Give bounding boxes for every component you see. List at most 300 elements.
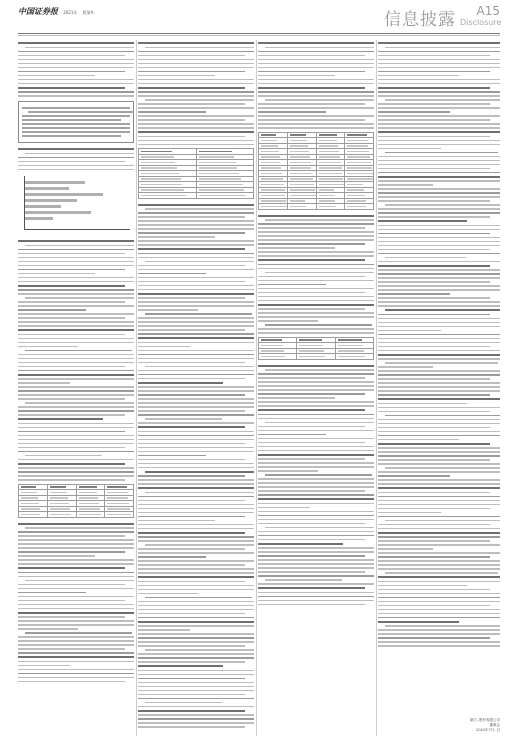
- text-line: [138, 443, 245, 445]
- text-line: [378, 208, 500, 210]
- text-line: [138, 42, 254, 44]
- text-line: [18, 612, 134, 614]
- text-line: [258, 215, 374, 217]
- text-line: [378, 188, 500, 190]
- text-line: [378, 427, 490, 429]
- text-line: [265, 219, 374, 221]
- text-line: [138, 87, 245, 89]
- text-line: [138, 455, 206, 457]
- text-line: [258, 51, 374, 53]
- table-row: [139, 193, 254, 199]
- text-line: [378, 107, 500, 109]
- text-line: [138, 629, 190, 631]
- text-line: [378, 471, 500, 473]
- text-line: [18, 382, 70, 384]
- text-line: [145, 99, 254, 101]
- text-line: [18, 394, 134, 396]
- text-line: [138, 726, 245, 728]
- text-line: [258, 450, 374, 452]
- text-line: [18, 398, 125, 400]
- text-line: [18, 42, 134, 44]
- header-rule-thin: [18, 35, 500, 36]
- text-line: [378, 249, 490, 251]
- text-line: [18, 584, 125, 586]
- text-line: [378, 641, 500, 643]
- text-line: [18, 59, 134, 61]
- text-line: [138, 140, 254, 142]
- text-line: [138, 394, 245, 396]
- text-line: [258, 247, 335, 249]
- text-line: [258, 127, 374, 129]
- text-line: [18, 354, 134, 356]
- text-line: [138, 59, 254, 61]
- text-line: [18, 63, 134, 65]
- text-line: [378, 451, 500, 453]
- text-line: [18, 523, 134, 525]
- text-line: [25, 455, 102, 457]
- text-line: [138, 382, 223, 384]
- text-line: [378, 176, 500, 178]
- text-line: [18, 71, 125, 73]
- text-line: [138, 216, 245, 218]
- text-line: [378, 528, 500, 530]
- text-line: [378, 253, 500, 255]
- text-line: [138, 63, 254, 65]
- text-line: [378, 196, 500, 198]
- text-line: [18, 161, 125, 163]
- text-line: [258, 123, 374, 125]
- company-name: 浙江..股份有限公司: [469, 718, 500, 722]
- text-line: [138, 463, 254, 465]
- text-line: [25, 297, 134, 299]
- text-line: [18, 547, 134, 549]
- text-line: [138, 447, 254, 449]
- text-line: [138, 224, 254, 226]
- text-line: [385, 257, 466, 259]
- text-line: [258, 535, 374, 537]
- text-line: [378, 216, 490, 218]
- text-line: [18, 418, 103, 420]
- text-line: [378, 79, 500, 81]
- body-text-block: [258, 365, 374, 606]
- text-line: [138, 325, 254, 327]
- text-line: [378, 617, 500, 619]
- text-line: [378, 386, 500, 388]
- text-line: [138, 55, 245, 57]
- text-line: [22, 127, 130, 129]
- figure-chart: [18, 173, 134, 235]
- text-line: [18, 451, 134, 453]
- text-line: [138, 305, 254, 307]
- text-line: [138, 576, 254, 578]
- text-line: [378, 148, 441, 150]
- text-line: [385, 204, 500, 206]
- text-line: [138, 585, 254, 587]
- text-line: [18, 600, 125, 602]
- text-line: [258, 503, 374, 505]
- text-line: [138, 613, 245, 615]
- text-line: [378, 516, 500, 518]
- text-line: [258, 381, 374, 383]
- text-line: [138, 236, 215, 238]
- text-line: [138, 386, 254, 388]
- text-line: [18, 261, 134, 263]
- text-line: [138, 710, 245, 712]
- text-line: [258, 63, 374, 65]
- text-line: [138, 337, 254, 339]
- text-line: [258, 87, 365, 89]
- text-line: [138, 467, 254, 469]
- text-line: [378, 322, 500, 324]
- text-line: [378, 95, 500, 97]
- text-line: [378, 463, 500, 465]
- text-line: [378, 103, 490, 105]
- text-line: [138, 374, 254, 376]
- text-line: [258, 115, 374, 117]
- text-line: [378, 544, 500, 546]
- text-line: [138, 350, 254, 352]
- text-line: [378, 342, 500, 344]
- text-line: [18, 681, 125, 683]
- section-title: 信息披露: [384, 10, 456, 30]
- text-line: [138, 496, 254, 498]
- text-line: [145, 261, 254, 263]
- text-line: [258, 304, 374, 306]
- text-line: [138, 127, 254, 129]
- text-line: [385, 520, 500, 522]
- text-line: [145, 366, 254, 368]
- body-text-block: [258, 42, 374, 129]
- text-line: [378, 172, 500, 174]
- text-line: [378, 508, 490, 510]
- text-line: [18, 87, 125, 89]
- text-line: [378, 326, 500, 328]
- text-line: [18, 313, 134, 315]
- text-line: [25, 527, 134, 529]
- text-line: [138, 556, 206, 558]
- text-line: [258, 519, 374, 521]
- text-line: [258, 409, 365, 411]
- text-line: [378, 200, 490, 202]
- text-line: [138, 285, 254, 287]
- text-line: [138, 516, 245, 518]
- text-line: [378, 241, 500, 243]
- body-text-block: [138, 42, 254, 145]
- text-line: [378, 140, 500, 142]
- signature-block: [378, 718, 500, 733]
- text-line: [138, 617, 254, 619]
- text-line: [385, 572, 497, 574]
- text-line: [378, 180, 500, 182]
- text-line: [378, 350, 500, 352]
- text-line: [378, 403, 467, 405]
- text-line: [18, 439, 134, 441]
- text-line: [25, 47, 134, 49]
- text-line: [25, 350, 132, 352]
- text-line: [258, 511, 374, 513]
- text-line: [18, 273, 95, 275]
- text-line: [258, 119, 365, 121]
- text-line: [18, 83, 134, 85]
- text-line: [258, 462, 374, 464]
- text-line: [258, 107, 374, 109]
- text-line: [258, 430, 374, 432]
- text-line: [138, 439, 254, 441]
- text-line: [138, 277, 254, 279]
- text-line: [385, 467, 500, 469]
- text-line: [138, 119, 245, 121]
- text-line: [18, 75, 95, 77]
- text-line: [138, 378, 245, 380]
- text-line: [138, 706, 254, 708]
- text-line: [258, 300, 374, 302]
- text-line: [18, 443, 134, 445]
- text-line: [378, 354, 500, 356]
- text-line: [378, 237, 500, 239]
- table-cell: [335, 354, 373, 360]
- text-line: [258, 373, 374, 375]
- text-line: [378, 111, 450, 113]
- text-line: [145, 208, 254, 210]
- text-line: [265, 272, 374, 274]
- text-line: [378, 131, 500, 133]
- text-line: [18, 91, 134, 93]
- text-line: [18, 366, 125, 368]
- notice-box: [18, 101, 134, 144]
- text-line: [138, 317, 254, 319]
- text-line: [378, 455, 500, 457]
- text-line: [25, 402, 134, 404]
- text-line: [138, 232, 245, 234]
- text-line: [378, 136, 490, 138]
- text-line: [18, 309, 86, 311]
- text-line: [258, 55, 365, 57]
- text-line: [138, 265, 245, 267]
- article-column-2: [138, 40, 254, 740]
- text-line: [18, 95, 134, 97]
- data-table: [18, 484, 134, 518]
- text-line: [138, 678, 245, 680]
- text-line: [258, 280, 374, 282]
- text-line: [138, 240, 254, 242]
- text-line: [378, 536, 500, 538]
- text-line: [138, 431, 254, 433]
- text-line: [138, 641, 254, 643]
- text-line: [22, 123, 130, 125]
- article-column-3: [258, 40, 374, 740]
- text-line: [18, 539, 134, 541]
- text-line: [138, 83, 254, 85]
- text-line: [378, 156, 500, 158]
- text-line: [18, 390, 134, 392]
- text-line: [138, 248, 245, 250]
- text-line: [138, 297, 245, 299]
- text-line: [385, 152, 497, 154]
- text-line: [378, 492, 490, 494]
- text-line: [138, 593, 198, 595]
- text-line: [145, 313, 252, 315]
- text-line: [138, 682, 254, 684]
- text-line: [265, 99, 374, 101]
- text-line: [18, 165, 134, 167]
- text-line: [18, 567, 125, 569]
- text-line: [138, 253, 254, 255]
- data-table: [258, 132, 374, 210]
- text-line: [138, 390, 254, 392]
- column-divider: [136, 40, 137, 736]
- text-line: [138, 281, 245, 283]
- paper-name: 中国证券报: [18, 6, 58, 16]
- text-line: [378, 229, 500, 231]
- text-line: [22, 131, 130, 133]
- text-line: [258, 75, 335, 77]
- text-line: [138, 370, 254, 372]
- text-line: [378, 475, 450, 477]
- text-line: [138, 51, 254, 53]
- text-line: [258, 563, 374, 565]
- text-line: [138, 633, 254, 635]
- text-line: [378, 407, 500, 409]
- text-line: [378, 548, 433, 550]
- body-text-block: [18, 240, 134, 481]
- text-line: [378, 115, 500, 117]
- text-line: [18, 423, 134, 425]
- text-line: [378, 289, 500, 291]
- table-cell: [139, 193, 197, 199]
- text-line: [28, 111, 134, 113]
- text-line: [138, 661, 245, 663]
- text-line: [265, 47, 374, 49]
- text-line: [378, 447, 500, 449]
- text-line: [258, 575, 374, 577]
- text-line: [138, 123, 254, 125]
- text-line: [138, 487, 254, 489]
- text-line: [18, 289, 134, 291]
- text-line: [18, 535, 125, 537]
- text-line: [138, 520, 215, 522]
- paper-masthead: [18, 6, 93, 17]
- text-line: [378, 411, 490, 413]
- text-line: [18, 334, 125, 336]
- text-line: [378, 334, 500, 336]
- table-cell: [287, 204, 316, 210]
- text-line: [378, 504, 500, 506]
- text-line: [378, 305, 500, 307]
- page-badge: [460, 5, 500, 28]
- text-line: [378, 601, 500, 603]
- text-line: [18, 648, 125, 650]
- issue-date: 2021年: [63, 10, 78, 15]
- text-line: [138, 560, 254, 562]
- text-line: [258, 231, 374, 233]
- table-cell: [196, 193, 254, 199]
- text-line: [378, 374, 500, 376]
- table-row: [19, 512, 134, 518]
- text-line: [378, 160, 500, 162]
- table-cell: [105, 512, 134, 518]
- text-line: [138, 144, 254, 146]
- text-line: [18, 656, 134, 658]
- text-line: [378, 212, 500, 214]
- text-line: [18, 551, 125, 553]
- text-line: [18, 370, 134, 372]
- text-line: [138, 309, 198, 311]
- text-line: [18, 321, 134, 323]
- text-line: [258, 482, 374, 484]
- text-line: [378, 225, 500, 227]
- text-line: [378, 366, 433, 368]
- text-line: [138, 483, 254, 485]
- text-line: [378, 269, 500, 271]
- text-line: [18, 169, 134, 171]
- text-line: [138, 212, 254, 214]
- text-line: [378, 581, 500, 583]
- text-line: [138, 500, 245, 502]
- text-line: [138, 342, 254, 344]
- text-line: [138, 670, 254, 672]
- text-line: [138, 329, 245, 331]
- text-line: [145, 597, 252, 599]
- text-line: [258, 587, 365, 589]
- text-line: [378, 431, 500, 433]
- text-line: [18, 374, 134, 376]
- text-line: [378, 220, 467, 222]
- text-line: [138, 410, 245, 412]
- text-line: [22, 115, 130, 117]
- text-line: [378, 144, 500, 146]
- text-line: [145, 649, 254, 651]
- text-line: [258, 397, 335, 399]
- text-line: [378, 394, 490, 396]
- data-table: [138, 148, 254, 199]
- text-line: [378, 83, 500, 85]
- board-signature: 董事会: [489, 723, 500, 727]
- text-line: [258, 239, 374, 241]
- text-line: [18, 257, 134, 259]
- text-line: [258, 389, 374, 391]
- text-line: [378, 67, 500, 69]
- text-line: [138, 131, 254, 133]
- text-line: [385, 362, 497, 364]
- text-line: [18, 616, 125, 618]
- text-line: [18, 277, 134, 279]
- text-line: [138, 674, 254, 676]
- text-line: [258, 543, 343, 545]
- text-line: [378, 532, 500, 534]
- text-line: [258, 454, 374, 456]
- text-line: [378, 645, 500, 647]
- text-line: [18, 346, 78, 348]
- text-line: [18, 576, 134, 578]
- text-line: [258, 276, 365, 278]
- text-line: [258, 255, 374, 257]
- text-line: [258, 268, 374, 270]
- text-line: [378, 318, 500, 320]
- text-line: [258, 507, 310, 509]
- text-line: [138, 540, 254, 542]
- text-line: [378, 378, 490, 380]
- text-line: [258, 405, 374, 407]
- text-line: [18, 661, 134, 663]
- text-line: [18, 447, 125, 449]
- table-row: [259, 354, 374, 360]
- text-line: [138, 435, 254, 437]
- text-line: [378, 358, 500, 360]
- text-line: [258, 434, 326, 436]
- text-line: [258, 328, 374, 330]
- text-line: [258, 592, 374, 594]
- text-line: [138, 722, 254, 724]
